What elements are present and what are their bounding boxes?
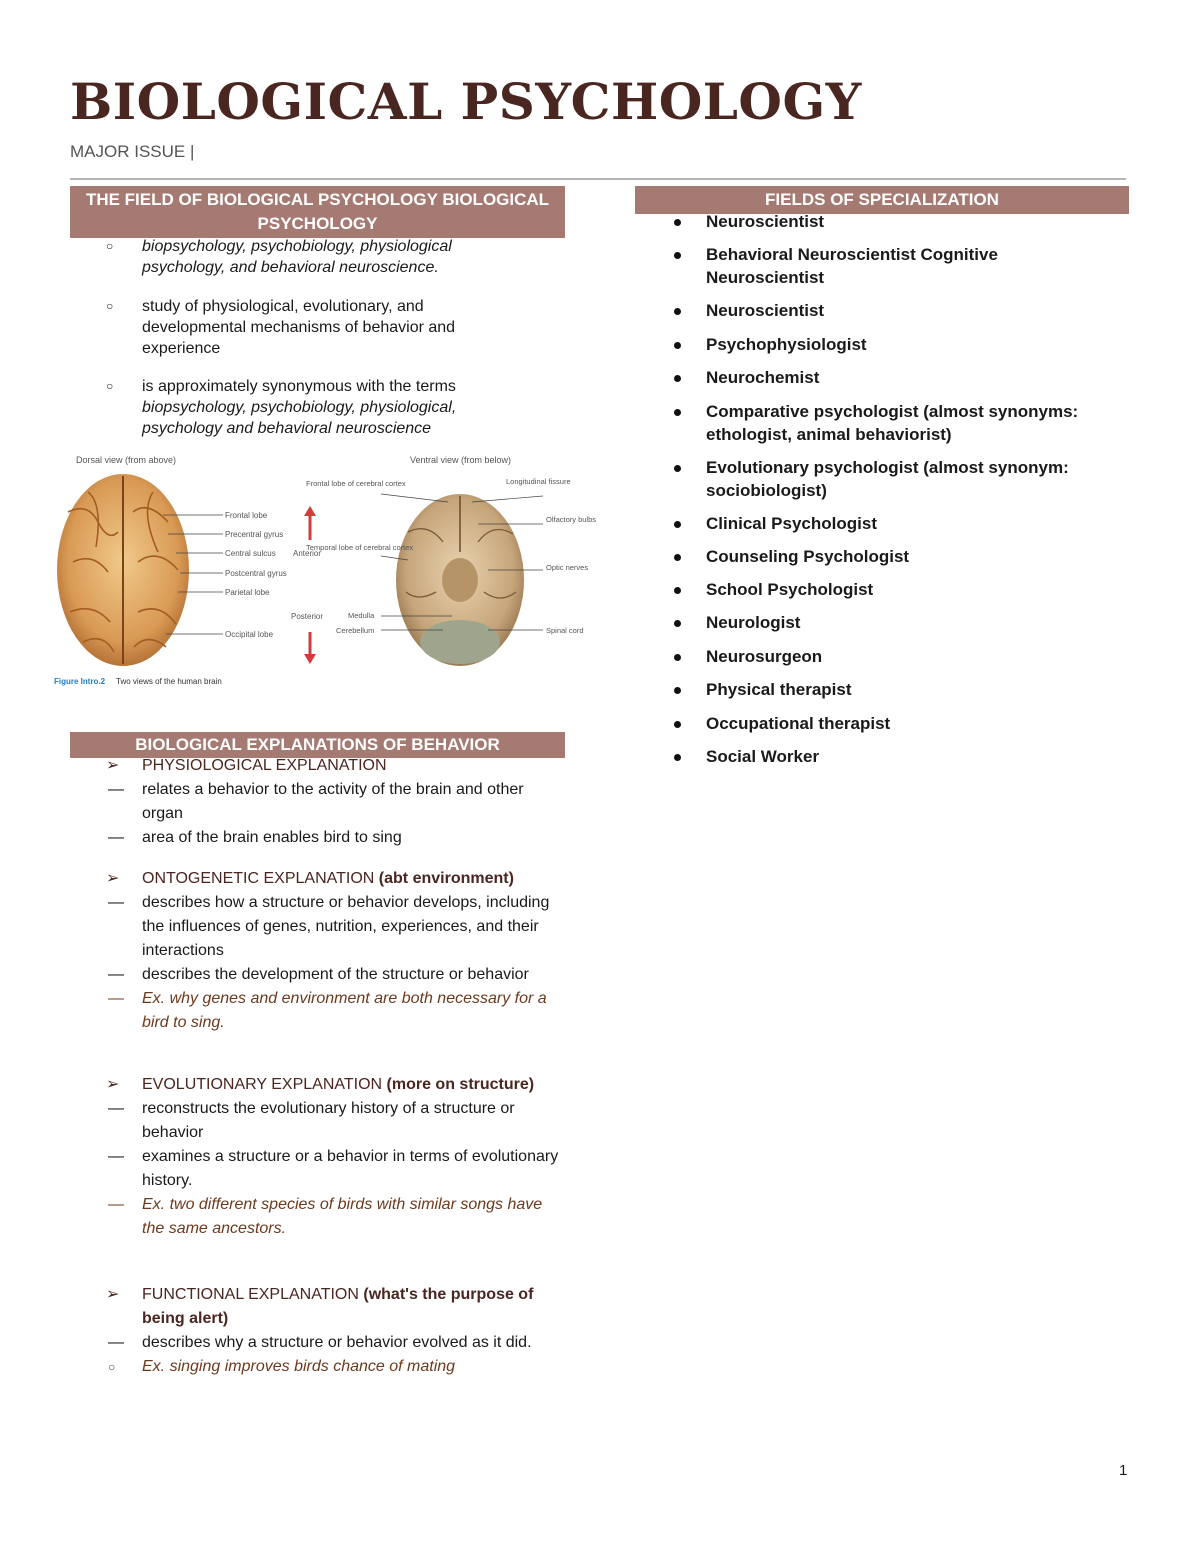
section-item: — describes the development of the structure or behavior: [36, 963, 566, 987]
arrowhead-bullet-icon: ➢: [106, 870, 120, 887]
bullet-dot-icon: [674, 465, 681, 472]
label-central-sulcus: Central sulcus: [225, 549, 276, 558]
intro-bullet: ○ biopsychology, psychobiology, physiological psychology, and behavioral neuroscience.: [106, 238, 452, 276]
section-item: — describes how a structure or behavior develops, including the influences of genes, nutrition, experiences, and their interactions: [36, 891, 566, 963]
bullet-dot-icon: [674, 620, 681, 627]
explanation-section-physiological: [106, 754, 566, 850]
list-item: Occupational therapist: [670, 712, 1110, 735]
explanation-section-ontogenetic: [106, 867, 566, 1035]
title-rule: [70, 178, 1126, 180]
anterior-arrow-icon: [304, 506, 316, 540]
section-item: — reconstructs the evolutionary history of a structure or behavior: [36, 1097, 566, 1145]
list-item: Evolutionary psychologist (almost synonym: sociobiologist): [670, 456, 1110, 502]
figure-caption-lead: Figure Intro.2: [54, 677, 106, 686]
label-posterior: Posterior: [291, 612, 324, 621]
list-item: Physical therapist: [670, 678, 1110, 701]
dash-bullet-icon: —: [108, 1100, 124, 1117]
dorsal-brain-illustration: [57, 474, 189, 666]
bullet-dot-icon: [674, 342, 681, 349]
hollow-bullet-icon: ○: [106, 239, 114, 253]
bullet-dot-icon: [674, 721, 681, 728]
explanation-section-evolutionary: [106, 1073, 566, 1241]
left-section-header: THE FIELD OF BIOLOGICAL PSYCHOLOGY BIOLOGICAL PSYCHOLOGY: [70, 186, 565, 238]
label-cerebellum: Cerebellum: [336, 626, 375, 635]
bullet-dot-icon: [674, 654, 681, 661]
bullet-dot-icon: [674, 687, 681, 694]
label-optic-nerves: Optic nerves: [546, 563, 589, 572]
dash-bullet-icon: —: [108, 1334, 124, 1351]
page-number: 1: [1119, 1462, 1128, 1479]
bullet-dot-icon: [674, 308, 681, 315]
section-item: — examines a structure or a behavior in terms of evolutionary history.: [36, 1145, 566, 1193]
ventral-view-title: Ventral view (from below): [410, 455, 512, 465]
label-frontal-lobe-cerebral: Frontal lobe of cerebral cortex: [306, 479, 406, 488]
bullet-dot-icon: [674, 219, 681, 226]
dash-bullet-icon: —: [108, 966, 124, 983]
list-item: Neurosurgeon: [670, 645, 1110, 668]
intro-bullet: ○ is approximately synonymous with the terms biopsychology, psychobiology, physiological, psychology and behavioral neuroscience: [106, 378, 457, 437]
label-frontal-lobe: Frontal lobe: [225, 511, 268, 520]
list-item: School Psychologist: [670, 578, 1110, 601]
list-item: Comparative psychologist (almost synonyms: ethologist, animal behaviorist): [670, 400, 1110, 446]
bio-explanations-header: BIOLOGICAL EXPLANATIONS OF BEHAVIOR: [70, 732, 565, 758]
section-example: — Ex. why genes and environment are both necessary for a bird to sing.: [36, 987, 566, 1035]
list-item: Neuroscientist: [670, 210, 1110, 233]
section-heading: ➢ PHYSIOLOGICAL EXPLANATION: [106, 754, 566, 778]
bullet-dot-icon: [674, 375, 681, 382]
list-item: Neurologist: [670, 611, 1110, 634]
label-precentral-gyrus: Precentral gyrus: [225, 530, 284, 539]
right-section-header: FIELDS OF SPECIALIZATION: [635, 186, 1129, 214]
label-postcentral-gyrus: Postcentral gyrus: [225, 569, 287, 578]
explanation-section-functional: [106, 1283, 566, 1379]
posterior-arrow-icon: [304, 632, 316, 664]
bullet-dot-icon: [674, 554, 681, 561]
section-heading: ➢ ONTOGENETIC EXPLANATION (abt environment): [106, 867, 566, 891]
arrowhead-bullet-icon: ➢: [106, 1076, 120, 1093]
section-example: ○ Ex. singing improves birds chance of mating: [36, 1355, 566, 1379]
dorsal-view-title: Dorsal view (from above): [76, 455, 177, 465]
ventral-brain-illustration: [396, 494, 524, 666]
bullet-dot-icon: [674, 587, 681, 594]
label-olfactory-bulbs: Olfactory bulbs: [546, 515, 596, 524]
list-item: Psychophysiologist: [670, 333, 1110, 356]
intro-bullet: ○ study of physiological, evolutionary, and developmental mechanisms of behavior and experience: [106, 298, 456, 357]
list-item: Neuroscientist: [670, 299, 1110, 322]
arrowhead-bullet-icon: ➢: [106, 1286, 120, 1303]
page-subtitle: MAJOR ISSUE |: [70, 142, 195, 161]
list-item: Neurochemist: [670, 366, 1110, 389]
dash-bullet-icon: —: [108, 990, 124, 1007]
section-heading: ➢ EVOLUTIONARY EXPLANATION (more on structure): [106, 1073, 566, 1097]
label-anterior: Anterior: [293, 549, 322, 558]
section-example: — Ex. two different species of birds with similar songs have the same ancestors.: [36, 1193, 566, 1241]
bullet-dot-icon: [674, 252, 681, 259]
bullet-dot-icon: [674, 521, 681, 528]
hollow-bullet-icon: ○: [106, 379, 114, 393]
dash-bullet-icon: —: [108, 1148, 124, 1165]
bullet-dot-icon: [674, 409, 681, 416]
dash-bullet-icon: —: [108, 894, 124, 911]
label-spinal-cord: Spinal cord: [546, 626, 584, 635]
specialization-list: [670, 210, 1110, 768]
page-title: BIOLOGICAL PSYCHOLOGY: [70, 72, 862, 131]
list-item: Behavioral Neuroscientist Cognitive Neuroscientist: [670, 243, 1110, 289]
label-longitudinal-fissure: Longitudinal fissure: [506, 477, 571, 486]
bullet-dot-icon: [674, 754, 681, 761]
dash-bullet-icon: —: [108, 829, 124, 846]
section-item: — area of the brain enables bird to sing: [36, 826, 566, 850]
dash-bullet-icon: —: [108, 781, 124, 798]
section-item: — describes why a structure or behavior evolved as it did.: [36, 1331, 566, 1355]
list-item: Counseling Psychologist: [670, 545, 1110, 568]
hollow-bullet-icon: ○: [108, 1360, 116, 1374]
arrowhead-bullet-icon: ➢: [106, 757, 120, 774]
list-item: Social Worker: [670, 745, 1110, 768]
label-occipital-lobe: Occipital lobe: [225, 630, 274, 639]
label-medulla: Medulla: [348, 611, 375, 620]
label-temporal-lobe-cerebral: Temporal lobe of cerebral cortex: [306, 543, 414, 552]
dash-bullet-icon: —: [108, 1196, 124, 1213]
list-item: Clinical Psychologist: [670, 512, 1110, 535]
section-item: — relates a behavior to the activity of the brain and other organ: [36, 778, 566, 826]
label-parietal-lobe: Parietal lobe: [225, 588, 270, 597]
section-heading: ➢ FUNCTIONAL EXPLANATION (what's the purpose of being alert): [106, 1283, 566, 1331]
hollow-bullet-icon: ○: [106, 299, 114, 313]
brain-figure: [48, 452, 596, 692]
figure-caption: Two views of the human brain: [116, 677, 222, 686]
